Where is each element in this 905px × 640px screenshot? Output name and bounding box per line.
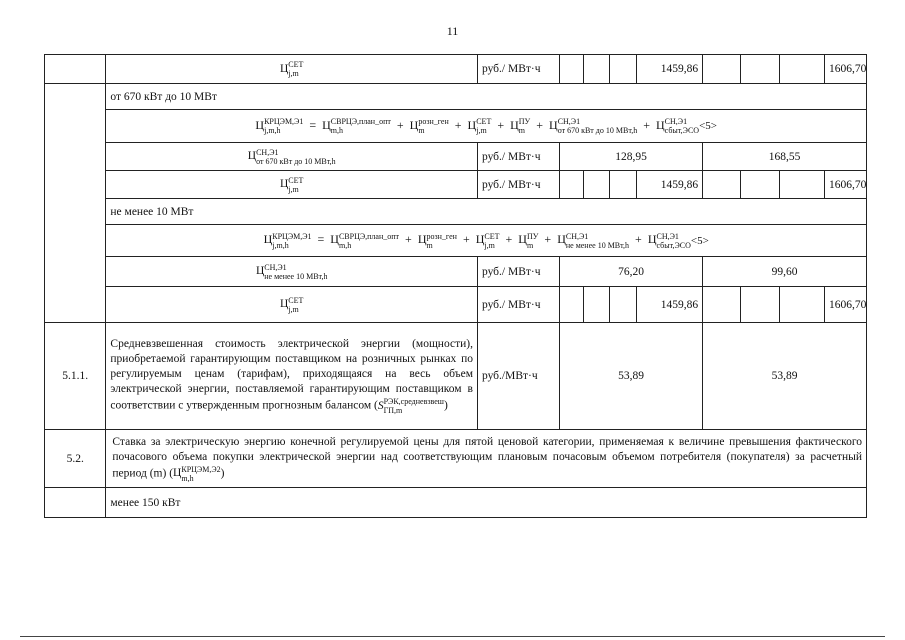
row-number: 5.1.1.	[45, 323, 106, 430]
section-heading: менее 150 кВт	[106, 488, 867, 518]
footnote-ref: <5>	[699, 119, 717, 132]
empty-cell	[45, 488, 106, 518]
value-cell: 1606,70	[824, 287, 866, 323]
value-cell: 128,95	[559, 143, 702, 171]
table-row	[45, 225, 867, 257]
row-description: Средневзвешенная стоимость электрической энергии (мощности), приобретаемой гарантирующим поставщиком на розничных рынках по регулируемым ценам (тарифам), приходящаяся на весь объем электрической энергии, поставляемой гарантирующим поставщиком в соответствии с утвержденным прогнозным балансом (S РЭК,средневзвеш ГП,m )	[106, 323, 478, 430]
table-row	[45, 84, 867, 110]
unit-cell: руб./ МВт·ч	[477, 55, 559, 84]
table-row	[45, 171, 867, 199]
formula-670: Ц КРЦЭМ,Э1 j,m,h = Ц СВРЦЭ,план_опт m,h + Ц розн_ген m + Ц СЕТ j,m + Ц ПУ m + Ц СН,Э1 от 670 кВт до 10 МВт,h + Ц СН,Э1 сбыт,ЭСО <5>	[106, 110, 867, 143]
table-row	[45, 55, 867, 84]
empty-cell	[45, 84, 106, 323]
symbol-cell: Ц СЕТ j,m	[106, 55, 478, 84]
value-cell: 168,55	[703, 143, 867, 171]
table-row	[45, 257, 867, 287]
unit-cell: руб./МВт·ч	[477, 323, 559, 430]
value-cell: 1459,86	[636, 171, 703, 199]
value-cell: 1606,70	[824, 171, 866, 199]
symbol-cell: Ц СН,Э1 не менее 10 МВт,h	[106, 257, 478, 287]
unit-cell: руб./ МВт·ч	[477, 287, 559, 323]
value-cell: 99,60	[703, 257, 867, 287]
symbol-cell: Ц СЕТ j,m	[106, 287, 478, 323]
symbol-cell: Ц СН,Э1 от 670 кВт до 10 МВт,h	[106, 143, 478, 171]
page-edge-line	[20, 636, 885, 637]
unit-cell: руб./ МВт·ч	[477, 257, 559, 287]
row-number: 5.2.	[45, 430, 106, 488]
unit-cell: руб./ МВт·ч	[477, 143, 559, 171]
footnote-ref: <5>	[690, 234, 709, 247]
tariff-table	[44, 54, 867, 518]
table-row	[45, 199, 867, 225]
value-cell: 53,89	[559, 323, 702, 430]
formula-10mw: Ц КРЦЭМ,Э1 j,m,h = Ц СВРЦЭ,план_опт m,h + Ц розн_ген m + Ц СЕТ j,m + Ц ПУ m + Ц СН,Э1 не менее 10 МВт,h + Ц СН,Э1 сбыт,ЭСО <5>	[106, 225, 867, 257]
section-heading: не менее 10 МВт	[106, 199, 867, 225]
row-description: Ставка за электрическую энергию конечной регулируемой цены для пятой ценовой категории, применяемая к величине превышения фактического почасового объема покупки электрической энергии над соответствующим плановым почасовым объемом потребителя (покупателя) за расчетный период (m) (Ц КРЦЭМ,Э2 m,h )	[106, 430, 867, 488]
value-cell: 1459,86	[636, 287, 703, 323]
value-cell: 76,20	[559, 257, 702, 287]
table-row-5-2	[45, 430, 867, 488]
empty-cell	[45, 55, 106, 84]
table-row	[45, 143, 867, 171]
unit-cell: руб./ МВт·ч	[477, 171, 559, 199]
table-row-5-1-1	[45, 323, 867, 430]
value-cell: 53,89	[703, 323, 867, 430]
page-number: 11	[446, 24, 459, 38]
table-row	[45, 110, 867, 143]
section-heading: от 670 кВт до 10 МВт	[106, 84, 867, 110]
value-cell: 1606,70	[824, 55, 866, 84]
value-cell: 1459,86	[636, 55, 703, 84]
symbol-cell: Ц СЕТ j,m	[106, 171, 478, 199]
table-row	[45, 287, 867, 323]
table-row	[45, 488, 867, 518]
